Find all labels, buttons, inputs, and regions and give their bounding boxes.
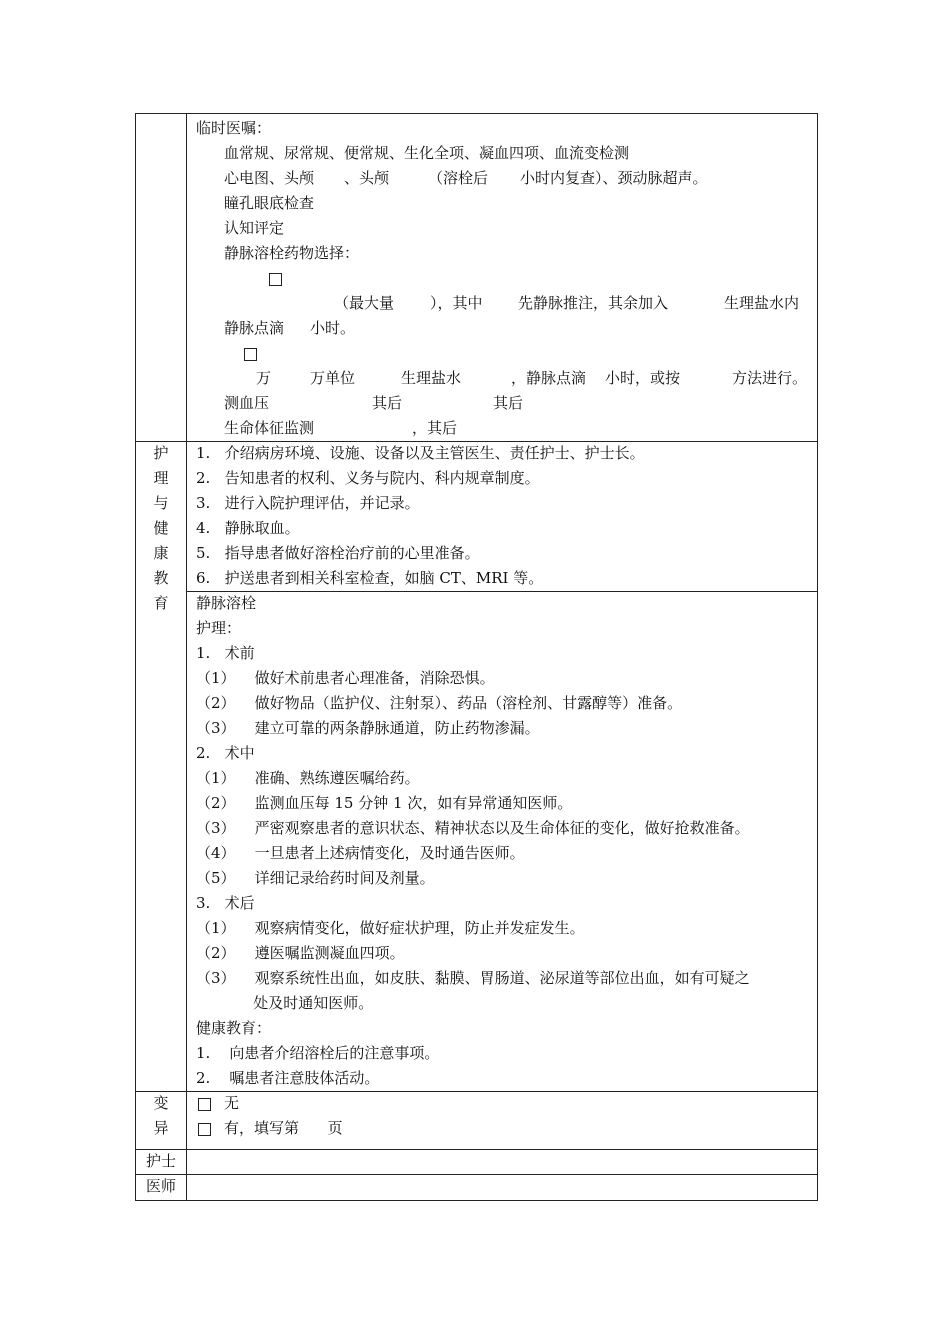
list-item: 处及时通知医师。 — [196, 994, 374, 1012]
orders-line: 测血压 — [224, 394, 270, 412]
list-item: （2） 监测血压每 15 分钟 1 次，如有异常通知医师。 — [196, 794, 573, 812]
orders-line: 生理盐水内 — [724, 294, 800, 312]
list-item: 4. 静脉取血。 — [196, 519, 300, 537]
orders-line: 小时，或按 — [605, 369, 681, 387]
doctor-signature-field[interactable] — [187, 1175, 817, 1199]
orders-line: 其后 — [493, 394, 524, 412]
orders-line: 生命体征监测 — [224, 419, 315, 437]
list-item: 6. 护送患者到相关科室检查，如脑 CT、MRI 等。 — [196, 569, 544, 587]
checkbox-yes[interactable] — [198, 1123, 211, 1136]
list-item: （3） 建立可靠的两条静脉通道，防止药物渗漏。 — [196, 719, 540, 737]
list-item: （3） 观察系统性出血，如皮肤、黏膜、胃肠道、泌尿道等部位出血，如有可疑之 — [196, 969, 750, 987]
row-divider — [186, 591, 817, 592]
orders-line: 万 — [256, 369, 272, 387]
list-item: 3. 术后 — [196, 894, 255, 912]
nurse-signature-label: 护士 — [145, 1152, 176, 1170]
nurse-signature-field[interactable] — [187, 1150, 817, 1174]
orders-line: （最大量 — [334, 294, 395, 312]
list-item: 健康教育： — [196, 1019, 272, 1037]
option-none-label: 无 — [224, 1094, 240, 1112]
list-item: 1. 向患者介绍溶栓后的注意事项。 — [196, 1044, 440, 1062]
orders-line: 先静脉推注，其余加入 — [518, 294, 669, 312]
list-item: 3. 进行入院护理评估，并记录。 — [196, 494, 420, 512]
orders-line: 其后 — [372, 394, 403, 412]
list-item: （4） 一旦患者上述病情变化，及时通告医师。 — [196, 844, 525, 862]
orders-line: 小时。 — [310, 319, 356, 337]
list-item: 1. 术前 — [196, 644, 255, 662]
list-item: 2. 嘱患者注意肢体活动。 — [196, 1069, 380, 1087]
checkbox-none[interactable] — [198, 1098, 211, 1111]
list-item: （1） 准确、熟练遵医嘱给药。 — [196, 769, 420, 787]
orders-line: 静脉溶栓药物选择： — [224, 244, 360, 262]
orders-line: 生理盐水 — [401, 369, 462, 387]
variation-label: 变 — [153, 1094, 169, 1112]
orders-line: 心电图、头颅 — [224, 169, 315, 187]
orders-line: 瞳孔眼底检查 — [224, 194, 315, 212]
orders-heading: 临时医嘱： — [196, 119, 272, 137]
orders-line: （溶栓后 — [428, 169, 489, 187]
list-item: （1） 做好术前患者心理准备，消除恐惧。 — [196, 669, 495, 687]
list-item: 2. 告知患者的权利、义务与院内、科内规章制度。 — [196, 469, 540, 487]
clinical-pathway-table: 临时医嘱： 血常规、尿常规、便常规、生化全项、凝血四项、血流变检测 心电图、头颅 、头颅 （溶栓后 小时内复查）、颈动脉超声。 瞳孔眼底检查 认知评定 静脉溶栓药物选择： （最大量 ），其中 先静脉推注，其余加入 生理盐水内 静脉点滴 小时。 万 万单位 生理盐水 ，静脉点滴 小时，或按 方法进行。 测血压 其后 其后 生命体征监测 ，其后 护 理 与 健 康 教 育 1. 介绍病房环境、设施、设备以及主管医生、责任护士、护士长。 2. 告知患者的权利、义务与院内、科内规章制度。 3. 进行入院护理评估，并记录。 4. 静脉取血。 5. 指导患者做好溶栓治疗前的心里准备。 6. 护送患者到相关科室检查，如脑 CT、MRI 等。 静脉溶栓 护理： 1. 术前 （1） 做好术前患者心理准备，消除恐惧。 （2） 做好物品（监护仪、注射泵）、药品（溶栓剂、甘露醇等）准备。 （3） 建立可靠的两条静脉通道，防止药物渗漏。 2. 术中 （1） 准确、熟练遵医嘱给药。 （2） 监测血压每 15 分钟 1 次，如有异常通知医师。 （3） 严密观察患者的意识状态、精神状态以及生命体征的变化，做好抢救准备。 （4） 一旦患者上述病情变化，及时通告医师。 （5） 详细记录给药时间及剂量。 3. 术后 （1） 观察病情变化，做好症状护理，防止并发症发生。 （2） 遵医嘱监测凝血四项。 （3） 观察系统性出血，如皮肤、黏膜、胃肠道、泌尿道等部位出血，如有可疑之 处及时通知医师。 健康教育： 1. 向患者介绍溶栓后的注意事项。 2. 嘱患者注意肢体活动。 变 异 无 有，填写第 页 护士 医师 — [135, 113, 818, 1201]
orders-line: ，其后 — [412, 419, 458, 437]
checkbox[interactable] — [244, 348, 257, 361]
list-item: 1. 介绍病房环境、设施、设备以及主管医生、责任护士、护士长。 — [196, 444, 645, 462]
section-title: 静脉溶栓 — [196, 594, 257, 612]
orders-line: 血常规、尿常规、便常规、生化全项、凝血四项、血流变检测 — [224, 144, 630, 162]
list-item: （2） 遵医嘱监测凝血四项。 — [196, 944, 405, 962]
orders-line: 静脉点滴 — [224, 319, 285, 337]
variation-label: 异 — [153, 1119, 169, 1137]
checkbox[interactable] — [269, 273, 282, 286]
section-subtitle: 护理： — [196, 619, 242, 637]
column-divider — [186, 114, 187, 1200]
list-item: （5） 详细记录给药时间及剂量。 — [196, 869, 435, 887]
orders-line: 小时内复查）、颈动脉超声。 — [520, 169, 708, 187]
orders-line: 认知评定 — [224, 219, 285, 237]
list-item: （2） 做好物品（监护仪、注射泵）、药品（溶栓剂、甘露醇等）准备。 — [196, 694, 683, 712]
orders-line: 、头颅 — [344, 169, 390, 187]
doctor-signature-label: 医师 — [145, 1177, 176, 1195]
option-yes-label: 有，填写第 页 — [224, 1119, 343, 1137]
orders-line: 方法进行。 — [732, 369, 808, 387]
list-item: （1） 观察病情变化，做好症状护理，防止并发症发生。 — [196, 919, 585, 937]
orders-line: 万单位 — [310, 369, 356, 387]
orders-line: ，静脉点滴 — [511, 369, 587, 387]
list-item: 5. 指导患者做好溶栓治疗前的心里准备。 — [196, 544, 480, 562]
list-item: 2. 术中 — [196, 744, 255, 762]
orders-line: ），其中 — [430, 294, 483, 312]
list-item: （3） 严密观察患者的意识状态、精神状态以及生命体征的变化，做好抢救准备。 — [196, 819, 750, 837]
